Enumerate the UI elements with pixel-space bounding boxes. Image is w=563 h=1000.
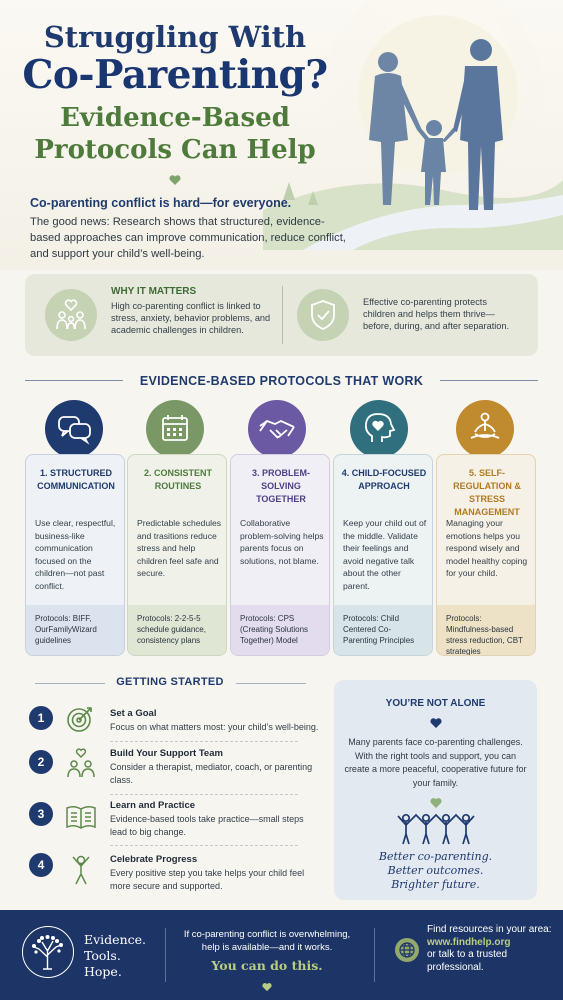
card-protocols: Protocols: 2-2-5-5 schedule guidance, consistency plans — [128, 605, 226, 655]
step-number: 3 — [29, 802, 53, 826]
hero-section — [0, 0, 563, 270]
protocols-heading-text: EVIDENCE-BASED PROTOCOLS THAT WORK — [139, 374, 424, 388]
subtitle-line-1: Evidence-Based — [60, 103, 290, 133]
protocol-card-routines — [127, 454, 227, 656]
shield-check-icon — [297, 289, 349, 341]
footer-resources — [427, 924, 557, 974]
title-line-2: Co-Parenting? — [22, 52, 328, 98]
brand-line-1: Evidence. — [84, 932, 147, 947]
heart-icon — [169, 174, 181, 186]
card-title: 1. STRUCTURED COMMUNICATION — [37, 468, 115, 491]
card-protocols: Protocols: Child Centered Co-Parenting Principles — [334, 605, 432, 655]
why-it-matters-panel — [25, 274, 538, 356]
card-body: Predictable schedules and trasitions reduce stress and help children feel safe and secure. — [137, 518, 222, 578]
not-alone-tagline — [334, 850, 537, 892]
why-text-left: High co-parenting conflict is linked to stress, anxiety, behavior problems, and academic challenges in children. — [111, 301, 271, 335]
celebrate-icon — [64, 852, 98, 886]
why-title: WHY IT MATTERS — [111, 286, 197, 297]
heart-icon — [262, 982, 272, 992]
resources-note: or talk to a trusted professional. — [427, 949, 508, 973]
brand-line-3: Hope. — [84, 964, 122, 979]
step-title: Celebrate Progress — [110, 854, 198, 865]
card-protocols: Protocols: Mindfulness-based stress reduction, CBT strategies — [437, 605, 535, 655]
target-icon — [64, 701, 98, 735]
card-title: 3. PROBLEM-SOLVING TOGETHER — [251, 468, 310, 504]
protocol-card-communication — [25, 454, 125, 656]
footer-divider — [374, 928, 375, 982]
footer-divider — [165, 928, 166, 982]
not-alone-title: YOU’RE NOT ALONE — [385, 698, 486, 709]
card-title: 4. CHILD-FOCUSED APPROACH — [341, 468, 427, 491]
card-protocols: Protocols: BIFF, OurFamilyWizard guidelines — [26, 605, 124, 655]
family-holding-hands-icon — [394, 796, 478, 846]
resources-link[interactable]: www.findhelp.org — [427, 936, 511, 948]
tagline-line-2: Better outcomes. — [387, 864, 484, 877]
card-title: 2. CONSISTENT ROUTINES — [143, 468, 212, 491]
step-separator — [110, 794, 298, 795]
step-title: Learn and Practice — [110, 800, 196, 811]
card-body: Use clear, respectful, business-like communication focused on the children—not past conflict. — [35, 518, 116, 591]
footer — [0, 910, 563, 1000]
hero-body: The good news: Research shows that structured, evidence-based approaches can improve communication, reduce conflict, and support your child’s well-being. — [30, 216, 346, 260]
step-body: Evidence-based tools take practice—small steps lead to big change. — [110, 814, 304, 837]
step-body: Every positive step you take helps your child feel more secure and supported. — [110, 868, 305, 891]
footer-brand — [84, 932, 146, 980]
step-body: Consider a therapist, mediator, coach, or parenting class. — [110, 762, 313, 785]
protocol-card-problem-solving — [230, 454, 330, 656]
tagline-line-1: Better co-parenting. — [378, 850, 493, 863]
card-protocols: Protocols: CPS (Creating Solutions Together) Model — [231, 605, 329, 655]
step-number: 4 — [29, 853, 53, 877]
step-separator — [110, 741, 298, 742]
not-alone-body: Many parents face co-parenting challenges. With the right tools and support, you can create a more peaceful, cooperative future for your family. — [344, 737, 527, 788]
why-divider — [282, 286, 283, 344]
card-body: Managing your emotions helps you respond wisely and model healthy coping for your child. — [446, 518, 528, 578]
protocols-heading — [25, 372, 538, 390]
support-team-icon — [64, 747, 98, 781]
subtitle — [0, 102, 350, 166]
getting-started-title: GETTING STARTED — [116, 676, 224, 688]
chat-bubbles-icon — [45, 400, 103, 458]
footer-help-text: If co-parenting conflict is overwhelming, help is available—and it works. — [183, 929, 351, 953]
family-heart-icon — [45, 289, 97, 341]
heart-icon — [430, 717, 442, 729]
title-line-1: Struggling With — [43, 20, 307, 54]
globe-icon — [395, 938, 419, 962]
step-number: 2 — [29, 750, 53, 774]
step-number: 1 — [29, 706, 53, 730]
subtitle-line-2: Protocols Can Help — [34, 135, 316, 165]
tree-logo-icon — [22, 926, 74, 978]
step-body: Focus on what matters most: your child’s well-being. — [110, 722, 319, 732]
calendar-icon — [146, 400, 204, 458]
brand-line-2: Tools. — [84, 948, 121, 963]
protocol-card-self-regulation — [436, 454, 536, 656]
open-book-icon — [64, 800, 98, 834]
not-alone-panel — [334, 680, 537, 900]
resources-label: Find resources in your area: — [427, 924, 552, 935]
hero-lead: Co-parenting conflict is hard—for everyone. — [30, 196, 292, 210]
head-heart-icon — [350, 400, 408, 458]
handshake-icon — [248, 400, 306, 458]
why-text-right: Effective co-parenting protects children and helps them thrive—before, during, and after separation. — [363, 297, 510, 331]
protocol-card-child-focused — [333, 454, 433, 656]
card-body: Keep your child out of the middle. Validate their feelings and avoid negative talk about the other parent. — [343, 518, 427, 591]
step-title: Build Your Support Team — [110, 748, 223, 759]
step-separator — [110, 845, 298, 846]
meditation-icon — [456, 400, 514, 458]
card-body: Collaborative problem-solving helps parents focus on solutions, not blame. — [240, 518, 324, 566]
step-title: Set a Goal — [110, 708, 157, 719]
tagline-line-3: Brighter future. — [391, 878, 480, 891]
card-title: 5. SELF-REGULATION & STRESS MANAGEMENT — [453, 468, 521, 517]
footer-encouragement: You can do this. — [211, 958, 323, 973]
